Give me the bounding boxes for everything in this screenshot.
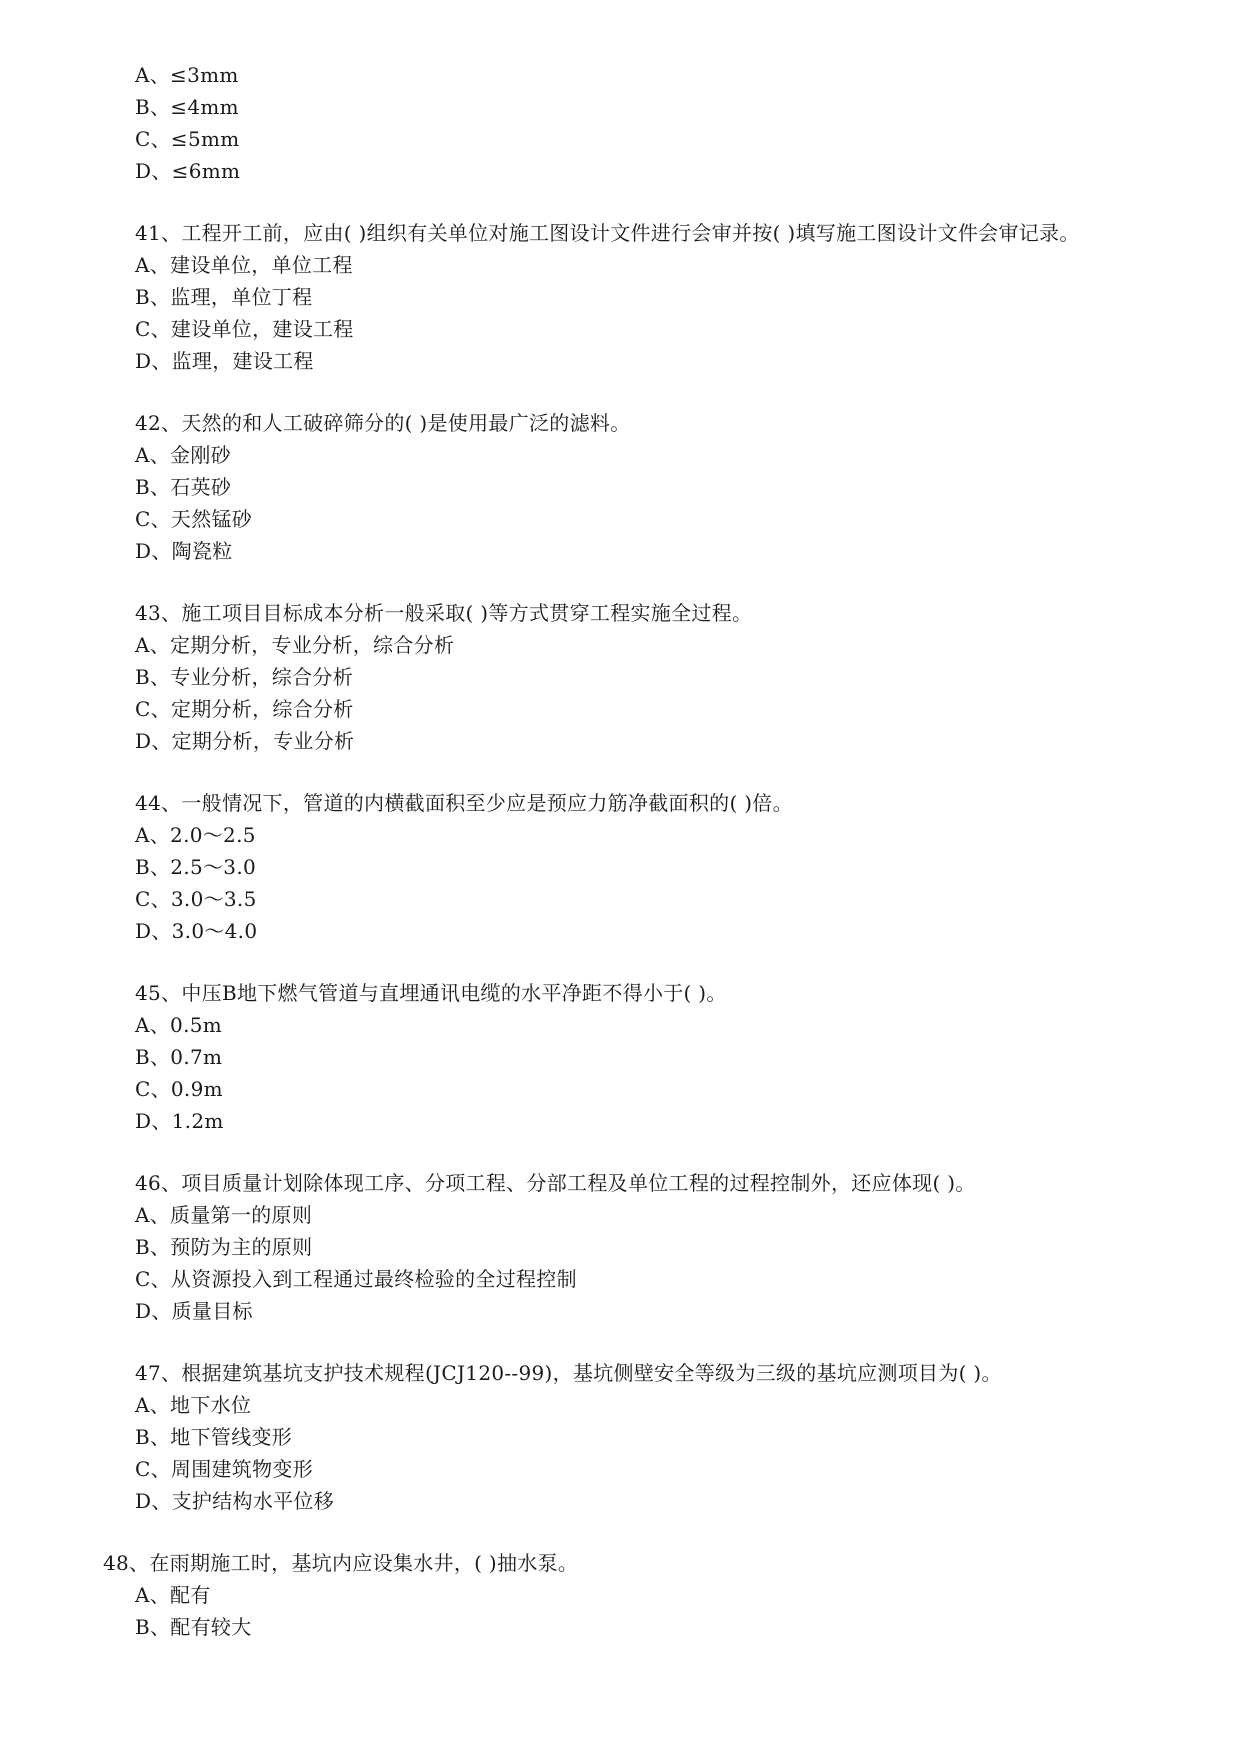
option-b: B、预防为主的原则 bbox=[135, 1235, 313, 1259]
option-c: C、天然锰砂 bbox=[135, 507, 253, 531]
option-a: A、0.5m bbox=[135, 1013, 223, 1037]
option-c: C、建设单位，建设工程 bbox=[135, 317, 354, 341]
option-a: A、≤3mm bbox=[135, 63, 239, 87]
option-d: D、≤6mm bbox=[135, 159, 241, 183]
option-d: D、1.2m bbox=[135, 1109, 224, 1133]
option-b: B、监理，单位丁程 bbox=[135, 285, 313, 309]
option-a: A、金刚砂 bbox=[135, 443, 231, 467]
question-42-stem: 42、天然的和人工破碎筛分的( )是使用最广泛的滤料。 bbox=[135, 411, 631, 435]
option-a: A、2.0～2.5 bbox=[135, 823, 256, 847]
question-43-stem: 43、施工项目目标成本分析一般采取( )等方式贯穿工程实施全过程。 bbox=[135, 601, 753, 625]
option-d: D、陶瓷粒 bbox=[135, 539, 233, 563]
option-b: B、配有较大 bbox=[135, 1615, 252, 1639]
option-d: D、支护结构水平位移 bbox=[135, 1489, 335, 1513]
question-46-stem: 46、项目质量计划除体现工序、分项工程、分部工程及单位工程的过程控制外，还应体现( )。 bbox=[135, 1171, 976, 1195]
option-c: C、周围建筑物变形 bbox=[135, 1457, 314, 1481]
question-41-stem: 41、工程开工前，应由( )组织有关单位对施工图设计文件进行会审并按( )填写施工图设计文件会审记录。 bbox=[135, 221, 1080, 245]
option-c: C、从资源投入到工程通过最终检验的全过程控制 bbox=[135, 1267, 577, 1291]
question-47-stem: 47、根据建筑基坑支护技术规程(JCJ120--99)，基坑侧壁安全等级为三级的基坑应测项目为( )。 bbox=[135, 1361, 1002, 1385]
option-b: B、地下管线变形 bbox=[135, 1425, 293, 1449]
option-d: D、质量目标 bbox=[135, 1299, 253, 1323]
option-d: D、定期分析，专业分析 bbox=[135, 729, 355, 753]
option-c: C、3.0～3.5 bbox=[135, 887, 257, 911]
option-b: B、石英砂 bbox=[135, 475, 232, 499]
question-45-stem: 45、中压B地下燃气管道与直埋通讯电缆的水平净距不得小于( )。 bbox=[135, 981, 727, 1005]
option-a: A、建设单位，单位工程 bbox=[135, 253, 353, 277]
option-c: C、定期分析，综合分析 bbox=[135, 697, 354, 721]
option-a: A、配有 bbox=[135, 1583, 211, 1607]
option-a: A、地下水位 bbox=[135, 1393, 252, 1417]
option-d: D、监理，建设工程 bbox=[135, 349, 314, 373]
option-c: C、≤5mm bbox=[135, 127, 240, 151]
option-b: B、0.7m bbox=[135, 1045, 223, 1069]
option-c: C、0.9m bbox=[135, 1077, 223, 1101]
question-48-stem: 48、在雨期施工时，基坑内应设集水井，( )抽水泵。 bbox=[103, 1551, 579, 1575]
option-d: D、3.0～4.0 bbox=[135, 919, 258, 943]
option-a: A、定期分析，专业分析，综合分析 bbox=[135, 633, 455, 657]
option-b: B、2.5～3.0 bbox=[135, 855, 257, 879]
question-44-stem: 44、一般情况下，管道的内横截面积至少应是预应力筋净截面积的( )倍。 bbox=[135, 791, 793, 815]
option-b: B、≤4mm bbox=[135, 95, 239, 119]
option-b: B、专业分析，综合分析 bbox=[135, 665, 353, 689]
option-a: A、质量第一的原则 bbox=[135, 1203, 313, 1227]
